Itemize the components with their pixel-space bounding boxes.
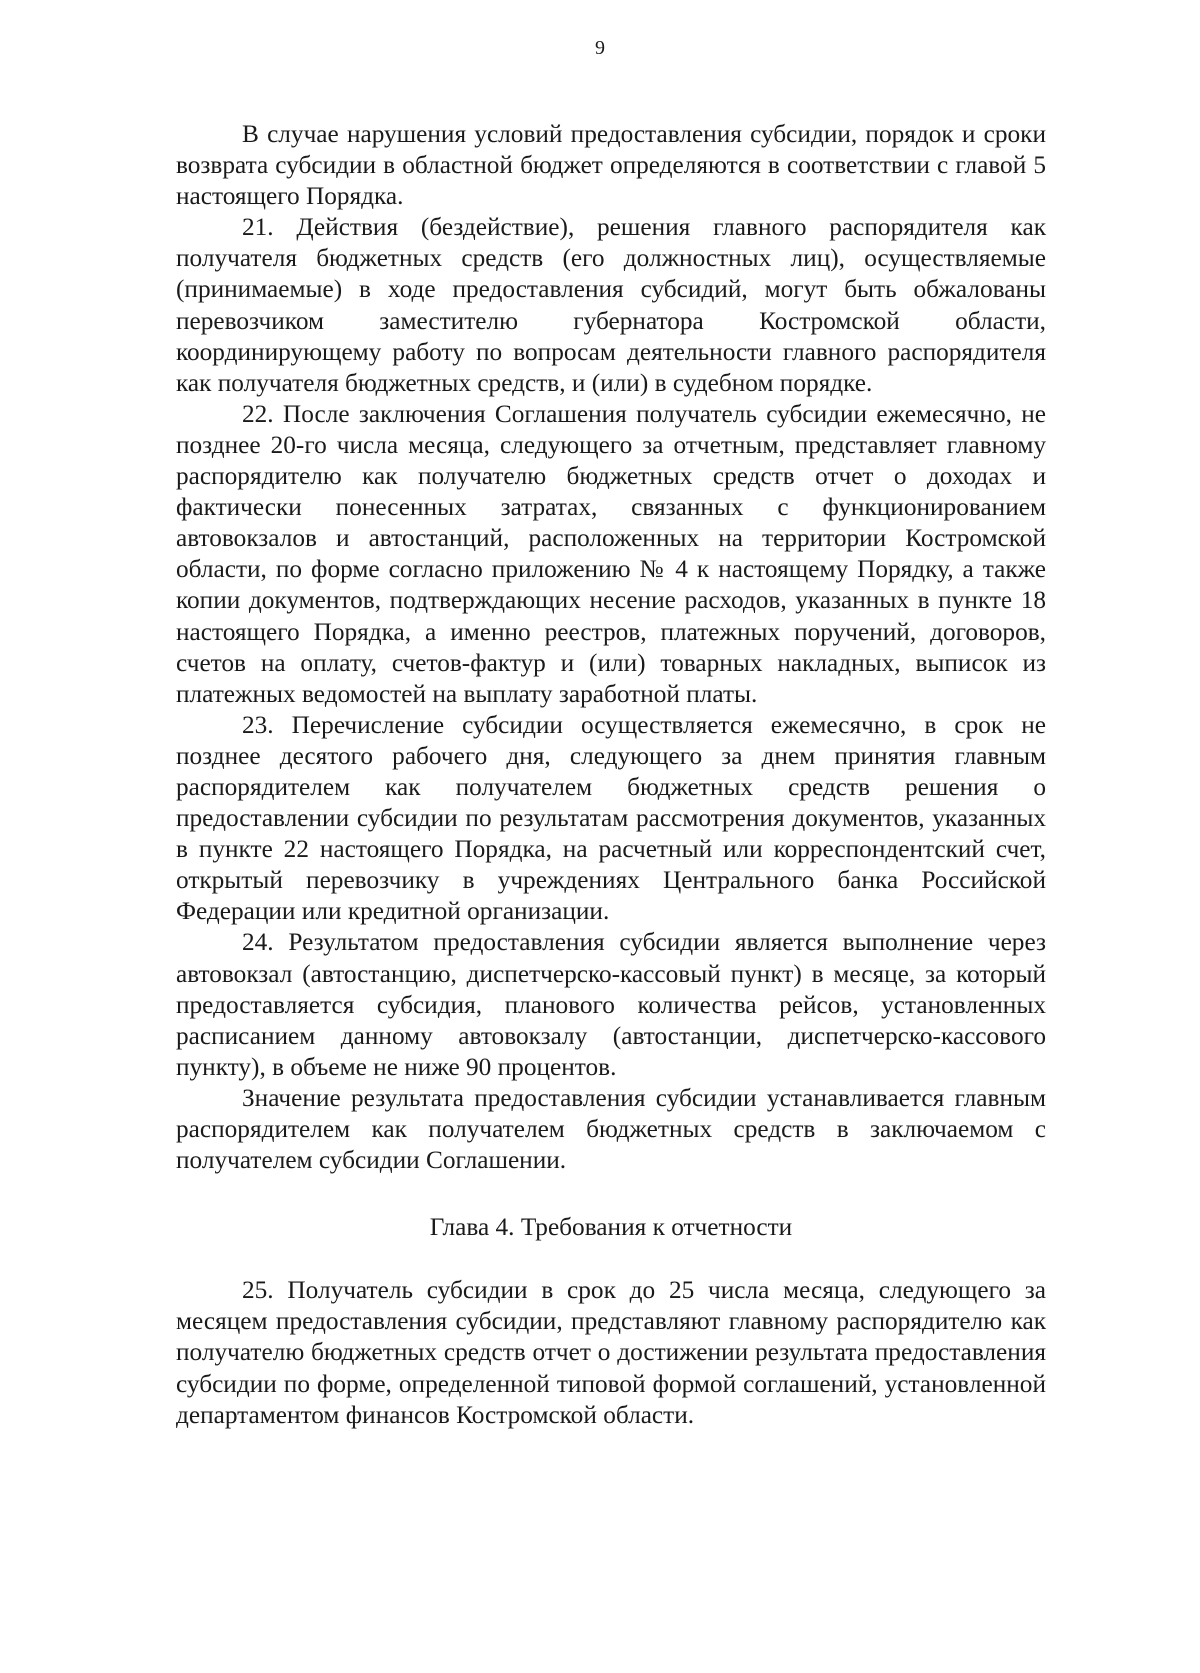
paragraph-24: 24. Результатом предоставления субсидии является выполнение через автовокзал (автостанцию, диспетчерско-кассовый пункт) в месяце, за который предоставляется субсидия, планового количества рейсов, установленных расписанием данному автовокзалу (автостанции, диспетчерско-кассового пункту), в объеме не ниже 90 процентов.: [176, 928, 1046, 1081]
paragraph-violation-terms: В случае нарушения условий предоставления субсидии, порядок и сроки возврата субсидии в областной бюджет определяются в соответствии с главой 5 настоящего Порядка.: [176, 120, 1046, 211]
paragraph-21: 21. Действия (бездействие), решения главного распорядителя как получателя бюджетных средств (его должностных лиц), осуществляемые (принимаемые) в ходе предоставления субсидий, могут быть обжалованы перевозчиком заместителю губернатора Костромской области, координирующему работу по вопросам деятельности главного распорядителя как получателя бюджетных средств, и (или) в судебном порядке.: [176, 213, 1046, 397]
paragraph-22: 22. После заключения Соглашения получатель субсидии ежемесячно, не позднее 20-го числа месяца, следующего за отчетным, представляет главному распорядителю как получателю бюджетных средств отчет о доходах и фактически понесенных затратах, связанных с функционированием автовокзалов и автостанций, расположенных на территории Костромской области, по форме согласно приложению № 4 к настоящему Порядку, а также копии документов, подтверждающих несение расходов, указанных в пункте 18 настоящего Порядка, а именно реестров, платежных поручений, договоров, счетов на оплату, счетов-фактур и (или) товарных накладных, выписок из платежных ведомостей на выплату заработной платы.: [176, 399, 1046, 708]
paragraph-result-value: Значение результата предоставления субсидии устанавливается главным распорядителем как получателем бюджетных средств в заключаемом с получателем субсидии Соглашении.: [176, 1083, 1046, 1175]
chapter-heading: Глава 4. Требования к отчетности: [429, 1213, 793, 1242]
page-number: 9: [595, 37, 605, 59]
document-body: [176, 119, 1046, 1431]
paragraph-23: 23. Перечисление субсидии осуществляется ежемесячно, в срок не позднее десятого рабочего дня, следующего за днем принятия главным распорядителем как получателем бюджетных средств решения о предоставлении субсидии по результатам рассмотрения документов, указанных в пункте 22 настоящего Порядка, на расчетный или корреспондентский счет, открытый перевозчику в учреждениях Центрального банка Российской Федерации или кредитной организации.: [176, 710, 1046, 926]
paragraph-25: 25. Получатель субсидии в срок до 25 числа месяца, следующего за месяцем предоставления субсидии, представляют главному распорядителю как получателю бюджетных средств отчет о достижении результата предоставления субсидии по форме, определенной типовой формой соглашений, установленной департаментом финансов Костромской области.: [176, 1276, 1046, 1429]
